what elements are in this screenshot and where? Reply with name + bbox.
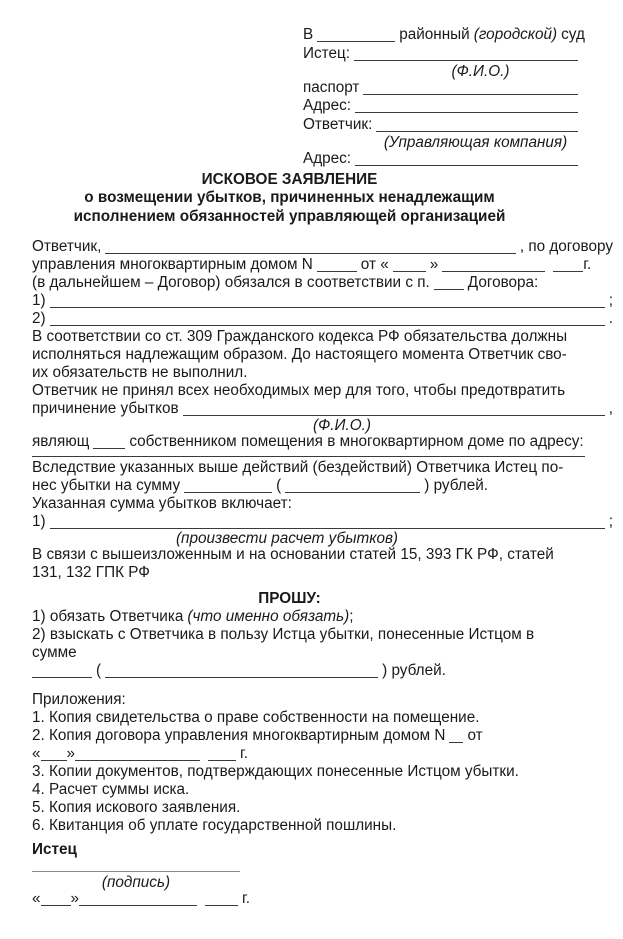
attachment-1-text: 1. Копия свидетельства о праве собственности на помещение.: [32, 709, 480, 727]
loss-sum-digits-blank[interactable]: [184, 492, 272, 493]
measures-line: [32, 382, 613, 400]
court-header-block: [303, 26, 585, 169]
prayer-item-1: [32, 608, 613, 626]
losses-line-3: [32, 495, 613, 513]
sum-paren-open: (: [96, 662, 102, 680]
contract-day-blank[interactable]: [393, 271, 426, 272]
plaintiff-label: Истец:: [303, 44, 350, 62]
management-company-caption: (Управляющая компания): [383, 133, 568, 151]
contract-party-blank[interactable]: [105, 253, 516, 254]
defendant-address-line: [303, 150, 578, 169]
duty-item-2: [32, 310, 613, 328]
signature-blank[interactable]: [32, 871, 240, 872]
attachment-3: [32, 763, 613, 781]
owner-line: [32, 433, 613, 451]
date-quote-open: «: [32, 890, 41, 908]
address2-label: Адрес:: [303, 149, 352, 167]
attachment-2-text: 2. Копия договора управления многоквартирным домом N: [32, 727, 446, 745]
attachment-4-text: 4. Расчет суммы иска.: [32, 781, 190, 799]
court-line: [303, 26, 585, 45]
damages-cause-text: причинение убытков: [32, 400, 179, 418]
date-quote-close: »: [70, 890, 80, 908]
contract-number-blank[interactable]: [317, 271, 357, 272]
defendant-line: [303, 116, 578, 135]
paren-open: (: [276, 477, 282, 495]
attachments-title: Приложения:: [32, 691, 126, 709]
attachment-month-blank[interactable]: [75, 760, 200, 761]
statute-text-2: исполняться надлежащим образом. До настоящего момента Ответчик сво-: [32, 346, 567, 364]
plaintiff-name-blank[interactable]: [354, 60, 578, 61]
prayer-item1-text: 1) обязать Ответчика: [32, 608, 184, 626]
attachment-2-from: от: [467, 727, 483, 745]
item1-number: 1): [32, 292, 46, 310]
signer-label: Истец: [32, 841, 77, 859]
title-line-2: о возмещении убытков, причиненных ненадлежащим: [84, 189, 495, 207]
measures-text: Ответчик не принял всех необходимых мер для того, чтобы предотвратить: [32, 382, 566, 400]
paragraph-defendant-line3: [32, 274, 613, 292]
losses-line-1: [32, 459, 613, 477]
duty-item-1: [32, 292, 613, 310]
fio-caption: (Ф.И.О.): [451, 62, 510, 80]
attachment-6-text: 6. Квитанция об уплате государственной пошлины.: [32, 817, 397, 835]
owner-text: собственником помещения в многоквартирном доме по адресу:: [129, 433, 584, 451]
statute-line-2: [32, 346, 613, 364]
attachment-2: [32, 727, 613, 745]
duty1-blank[interactable]: [50, 307, 605, 308]
sum-word: сумме: [32, 644, 77, 662]
date-month-blank[interactable]: [79, 905, 197, 906]
date-line: [32, 890, 613, 908]
prayer-sum-word-line: [32, 644, 613, 662]
contract-year-blank[interactable]: [553, 271, 583, 272]
house-address-line: [32, 451, 613, 459]
statute-line-3: [32, 364, 613, 382]
from-quote-text: от «: [360, 256, 389, 274]
calculation-caption: (произвести расчет убытков): [175, 530, 399, 548]
title-line-3: исполнением обязанностей управляющей организацией: [73, 207, 506, 225]
court-word: суд: [561, 26, 585, 43]
attachment-5: [32, 799, 613, 817]
passport-line: [303, 79, 578, 98]
contract-month-blank[interactable]: [442, 271, 545, 272]
legal-basis-text-1: В связи с вышеизложенным и на основании статей 15, 393 ГК РФ, статей: [32, 546, 554, 564]
losses-sum-text: нес убытки на сумму: [32, 477, 181, 495]
clause-number-blank[interactable]: [434, 289, 464, 290]
loss-item-punct: ;: [608, 513, 613, 531]
attachments-heading: [32, 691, 613, 709]
document-title: [32, 171, 613, 227]
court-prefix: В: [303, 26, 314, 43]
damages-cause-line: [32, 400, 613, 418]
date-year-abbrev: г.: [242, 890, 250, 908]
signature-caption: (подпись): [101, 874, 171, 892]
paragraph-defendant-line1: [32, 238, 613, 256]
title-line-1: ИСКОВОЕ ЗАЯВЛЕНИЕ: [201, 170, 378, 188]
damages-cause-punct: ,: [608, 400, 613, 418]
loss-item-1: [32, 513, 613, 531]
passport-label: паспорт: [303, 78, 360, 96]
year-abbrev: г.: [583, 256, 592, 274]
item2-number: 2): [32, 310, 46, 328]
paragraph-defendant-line2: [32, 256, 613, 274]
att-quote-close: »: [66, 745, 76, 763]
losses-line-2: [32, 477, 613, 495]
claim-sum-words-blank[interactable]: [105, 677, 378, 678]
legal-basis-line-2: [32, 564, 613, 582]
date-day-blank[interactable]: [41, 905, 71, 906]
owner-prefix: являющ: [32, 433, 90, 451]
att-year-abbrev: г.: [240, 745, 248, 763]
court-type-alt: (городской): [473, 26, 558, 43]
claim-sum-digits-blank[interactable]: [32, 677, 92, 678]
defendant-word: Ответчик,: [32, 238, 102, 256]
passport-blank[interactable]: [363, 94, 578, 95]
plaintiff-line: [303, 45, 578, 64]
statute-line-1: [32, 328, 613, 346]
attachment-contract-number-blank[interactable]: [449, 742, 463, 743]
hereinafter-text: (в дальнейшем – Договор) обязался в соответствии с п.: [32, 274, 430, 292]
attachment-1: [32, 709, 613, 727]
by-contract-text: , по договору: [519, 238, 613, 256]
close-quote-text: »: [429, 256, 439, 274]
losses-include-text: Указанная сумма убытков включает:: [32, 495, 292, 513]
owner-suffix-blank[interactable]: [93, 448, 125, 449]
prayer-item1-punct: ;: [349, 608, 354, 626]
plaintiff-address-line: [303, 97, 578, 116]
date-year-blank[interactable]: [205, 905, 238, 906]
plaintiff-address-blank[interactable]: [355, 112, 578, 113]
prayer-item2-text: 2) взыскать с Ответчика в пользу Истца убытки, понесенные Истцом в: [32, 626, 535, 644]
statute-text-3: их обязательств не выполнил.: [32, 364, 248, 382]
duty2-blank[interactable]: [50, 325, 605, 326]
legal-basis-line-1: [32, 546, 613, 564]
losses-text-1: Вследствие указанных выше действий (бездействий) Ответчика Истец по-: [32, 459, 564, 477]
address-label: Адрес:: [303, 97, 352, 115]
item2-punct: .: [608, 310, 613, 328]
document-body: [32, 238, 613, 908]
attachment-2-date-line: [32, 745, 613, 763]
defendant-label: Ответчик:: [303, 116, 373, 134]
statute-text-1: В соответствии со ст. 309 Гражданского кодекса РФ обязательства должны: [32, 328, 568, 346]
legal-basis-text-2: 131, 132 ГПК РФ: [32, 564, 150, 582]
item1-punct: ;: [608, 292, 613, 310]
court-type: районный: [399, 26, 470, 43]
attachment-5-text: 5. Копия искового заявления.: [32, 799, 241, 817]
loss-item1-blank[interactable]: [50, 528, 605, 529]
loss-item-number: 1): [32, 513, 46, 531]
rubles-text: ) рублей.: [424, 477, 489, 495]
court-name-blank[interactable]: [317, 41, 395, 42]
att-quote-open: «: [32, 745, 41, 763]
attachment-3-text: 3. Копии документов, подтверждающих понесенные Истцом убытки.: [32, 763, 519, 781]
prayer-item1-hint: (что именно обязать): [187, 608, 350, 626]
attachment-day-blank[interactable]: [41, 760, 67, 761]
of-contract-text: Договора:: [467, 274, 539, 292]
defendant-address-blank[interactable]: [355, 165, 578, 166]
attachment-year-blank[interactable]: [208, 760, 236, 761]
fio-caption-2: (Ф.И.О.): [313, 417, 371, 435]
prayer-heading: ПРОШУ:: [258, 590, 321, 608]
attachment-6: [32, 817, 613, 835]
attachment-4: [32, 781, 613, 799]
prayer-sum-line: [32, 662, 613, 680]
damages-cause-blank[interactable]: [183, 415, 605, 416]
defendant-name-blank[interactable]: [376, 131, 578, 132]
house-management-text: управления многоквартирным домом N: [32, 256, 313, 274]
prayer-item-2: [32, 626, 613, 644]
loss-sum-words-blank[interactable]: [285, 492, 420, 493]
house-address-blank[interactable]: [32, 456, 585, 457]
signer-label-line: [32, 841, 613, 859]
sum-rubles-text: ) рублей.: [382, 662, 446, 680]
